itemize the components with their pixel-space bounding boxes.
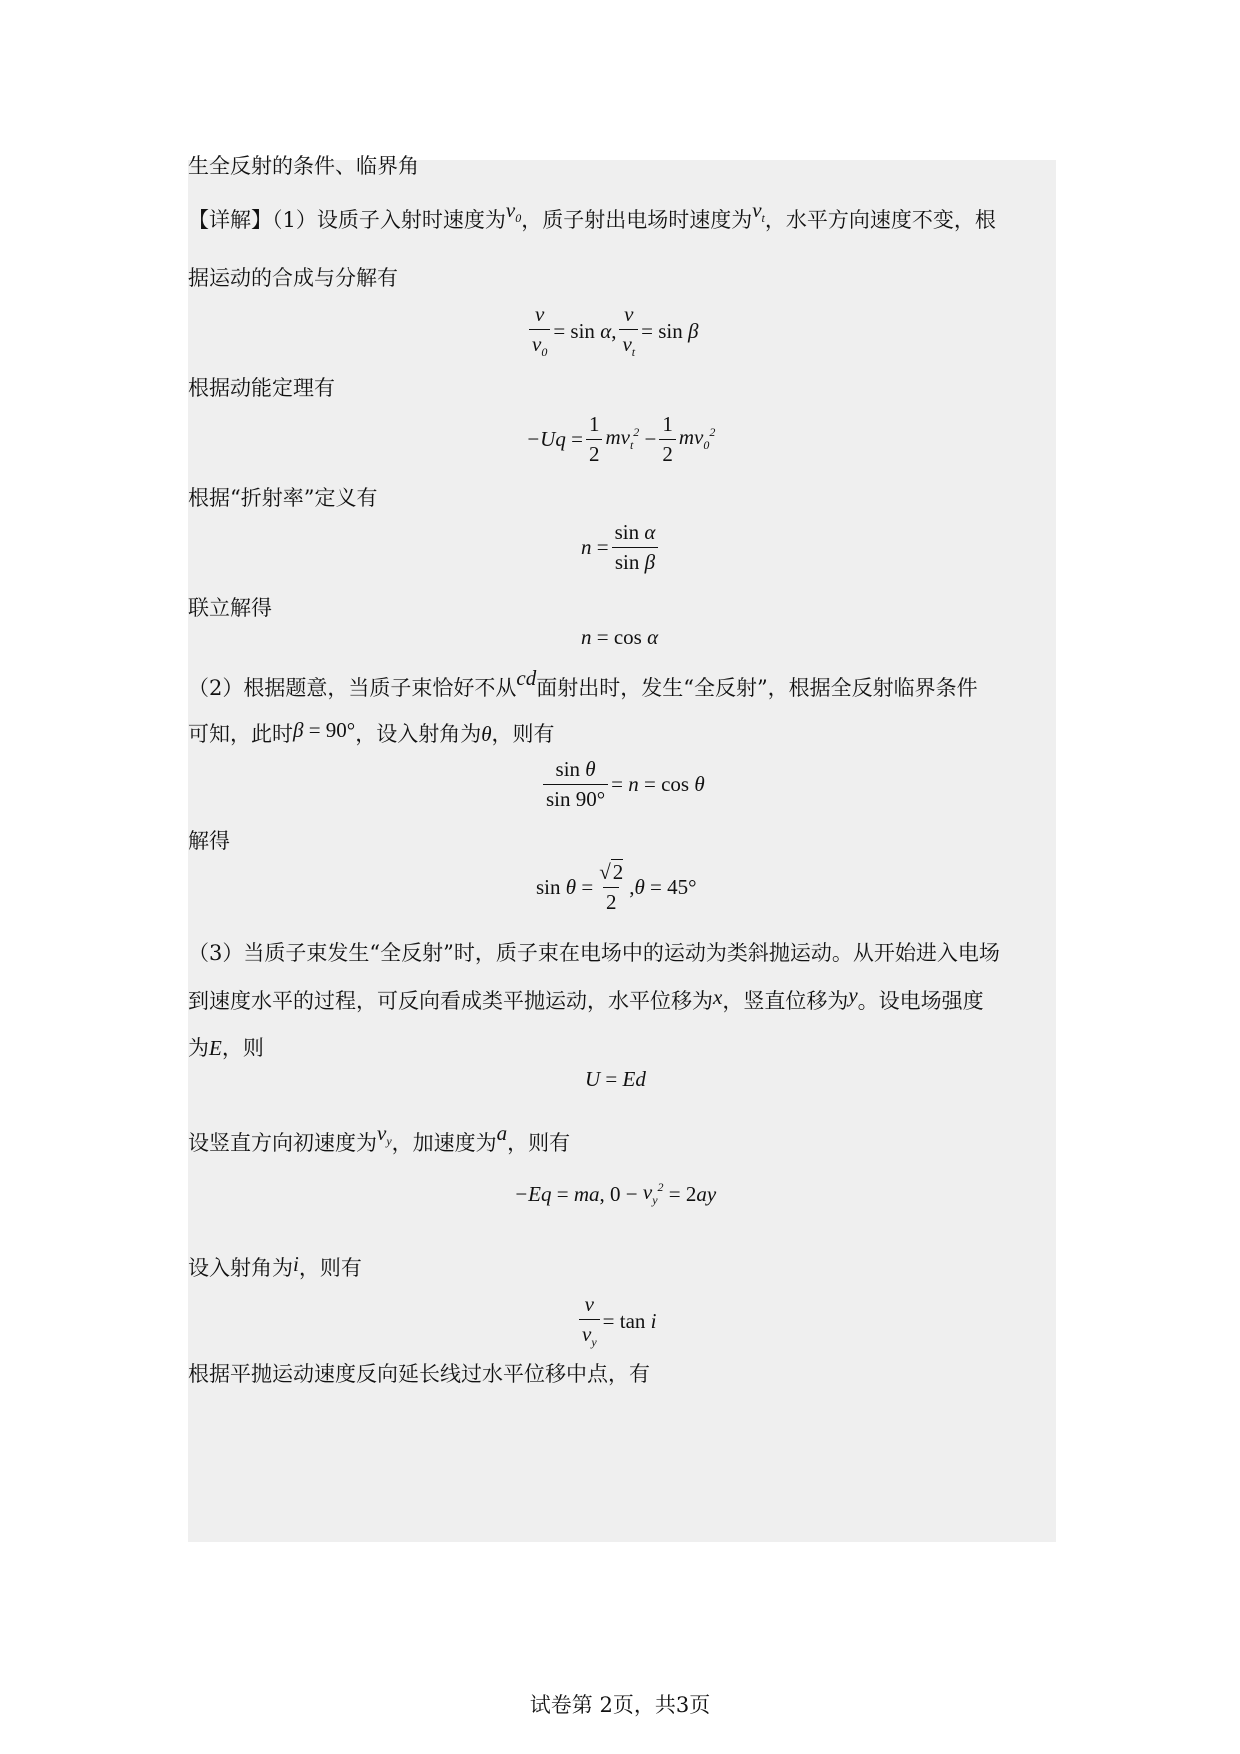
text-line [188, 1032, 264, 1062]
detail-tag: 【详解】 [188, 208, 272, 232]
equation-critical: $\frac{\text{sin θ}}{\sin 90^\circ}$ = n = cos θ [540, 757, 705, 812]
text-line [188, 150, 419, 180]
text-line [188, 1358, 650, 1388]
text-line [188, 1252, 362, 1282]
text: 根据动能定理有 [188, 376, 335, 400]
text: 面射出时，发生“全反射”，根据全反射临界条件 [536, 676, 978, 700]
math-cd: cd [516, 666, 537, 690]
text: （3）当质子束发生“全反射”时，质子束在电场中的运动为类斜抛运动。从开始进入电场 [188, 941, 1000, 965]
text: ，质子射出电场时速度为 [521, 208, 753, 232]
text-line [188, 1121, 571, 1159]
text-line [188, 666, 978, 702]
math-x: x [713, 985, 723, 1009]
text: ，设入射角为 [355, 722, 482, 746]
text: 设入射角为 [188, 1256, 293, 1280]
text: ，竖直位移为 [722, 989, 849, 1013]
equation-energy: −Uq = $\frac{1}{2}$ $mv_t^2$ − $\frac{1}{2}$ $mv_0^2$ [526, 412, 716, 466]
text-line [188, 825, 230, 855]
math-a: a [496, 1121, 508, 1145]
text: 联立解得 [188, 596, 272, 620]
text: 为 [188, 1036, 209, 1060]
equation-motion: −Eq = ma , 0 − $v_y^2$ = 2 ay [514, 1180, 717, 1208]
text: 生全反射的条件、临界角 [188, 154, 419, 178]
math-i: i [293, 1252, 299, 1276]
text-line [188, 937, 1000, 967]
equation-refraction: n = $\frac{\text{sin α}}{\text{sin β}}$ [581, 520, 661, 575]
text: 设竖直方向初速度为 [188, 1131, 377, 1155]
text: ，则有 [507, 1131, 571, 1155]
solution-panel [188, 154, 1056, 1542]
text: ，则有 [491, 722, 555, 746]
text: 。设电场强度 [857, 989, 984, 1013]
text: ，加速度为 [391, 1131, 497, 1155]
math-vy: $v_y$ [377, 1121, 392, 1149]
page-footer: 试卷第 2页，共3页 [529, 1693, 711, 1717]
text: 根据平抛运动速度反向延长线过水平位移中点，有 [188, 1362, 650, 1386]
equation-theta-45: sin θ = $\frac{√2}{2}$ , θ = 45° [536, 860, 697, 914]
math-vt: $v_t$ [752, 198, 765, 226]
text: ，水平方向速度不变，根 [764, 208, 996, 232]
text: 根据“折射率”定义有 [188, 486, 378, 510]
text: ，则有 [298, 1256, 362, 1280]
text-line [188, 985, 984, 1015]
text: 据运动的合成与分解有 [188, 266, 398, 290]
math-beta-90: β = 90° [293, 718, 356, 742]
text: 可知，此时 [188, 722, 293, 746]
math-E: E [209, 1036, 222, 1060]
text-line [188, 262, 398, 292]
equation-field: U = Ed [585, 1067, 646, 1091]
text: ，则 [221, 1036, 264, 1060]
equation-tan: $\frac{v}{v_y}$ = tan i [576, 1292, 657, 1350]
text-line [188, 482, 377, 512]
text: 到速度水平的过程，可反向看成类平抛运动，水平位移为 [188, 989, 713, 1013]
math-v0: $v_0$ [505, 198, 522, 226]
equation-velocity-ratio: $\frac{v}{v_0}$ = sin α , $\frac{v}{v_t}$ = sin β [526, 302, 698, 360]
text: 解得 [188, 829, 230, 853]
text-line [188, 372, 335, 402]
text-line [188, 198, 996, 236]
equation-result-n: n = cos α [581, 625, 659, 649]
math-y: y [848, 983, 858, 1007]
text: （2）根据题意，当质子束恰好不从 [188, 676, 517, 700]
math-theta: θ [481, 722, 492, 746]
text: （1）设质子入射时速度为 [272, 208, 506, 232]
text-line [188, 592, 272, 622]
text-line [188, 718, 555, 748]
